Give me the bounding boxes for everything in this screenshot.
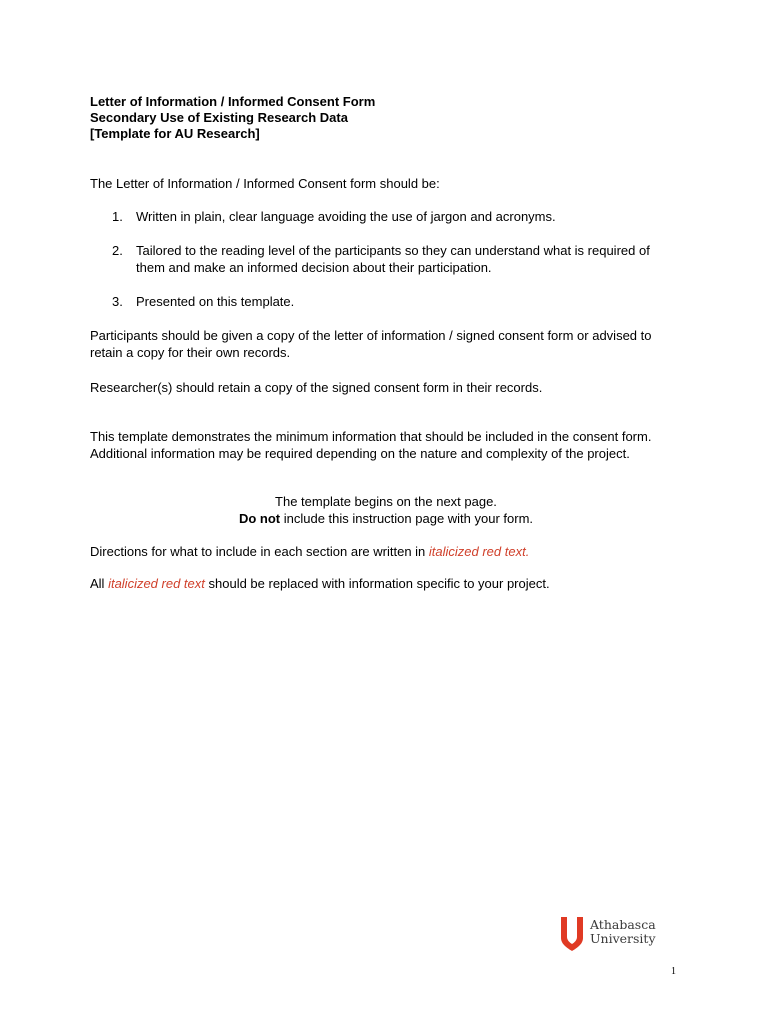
- list-item-text: Written in plain, clear language avoiding the use of jargon and acronyms.: [136, 209, 556, 224]
- directions-prefix: Directions for what to include in each section are written in: [90, 544, 429, 559]
- heading-subtitle: Secondary Use of Existing Research Data: [90, 110, 348, 125]
- list-item-number: 1.: [112, 209, 123, 224]
- list-item-text: Presented on this template.: [136, 294, 295, 309]
- directions-paragraph: [90, 543, 682, 560]
- shield-logo-icon: [560, 916, 584, 952]
- logo-line-athabasca: Athabasca: [590, 917, 656, 932]
- athabasca-university-logo: [560, 916, 670, 952]
- list-item: [90, 242, 682, 276]
- heading-title: Letter of Information / Informed Consent Form: [90, 94, 376, 109]
- do-not-emphasis: Do not: [238, 511, 281, 526]
- do-not-include-line: [90, 510, 682, 527]
- list-item: [90, 293, 682, 310]
- next-page-notice: [90, 493, 682, 527]
- requirements-list: [90, 208, 682, 327]
- replace-red-text: italicized red text: [108, 576, 205, 591]
- logo-wordmark: [590, 918, 656, 946]
- next-page-line: The template begins on the next page.: [275, 494, 497, 509]
- replace-prefix: All: [90, 576, 109, 591]
- directions-suffix: .: [525, 544, 530, 559]
- intro-paragraph: The Letter of Information / Informed Consent form should be:: [90, 176, 440, 191]
- heading-template-note: [Template for AU Research]: [90, 126, 260, 141]
- replace-suffix: should be replaced with information specific to your project.: [204, 576, 550, 591]
- replace-paragraph: [90, 575, 682, 592]
- retain-paragraph: Researcher(s) should retain a copy of the signed consent form in their records.: [90, 380, 543, 395]
- template-paragraph: This template demonstrates the minimum information that should be included in the consent form. Additional information may be required depending on the nature and complexity of the project.: [90, 429, 652, 461]
- list-item-number: 3.: [112, 294, 123, 309]
- list-item-number: 2.: [112, 243, 123, 258]
- list-item: [90, 208, 682, 225]
- logo-line-university: University: [590, 931, 656, 946]
- list-item-text: Tailored to the reading level of the participants so they can understand what is required of them and make an informed decision about their participation.: [136, 243, 650, 275]
- directions-red-text: italicized red text: [428, 544, 526, 559]
- page-number: 1: [671, 966, 676, 977]
- do-not-include-rest: include this instruction page with your form.: [280, 511, 534, 526]
- copy-paragraph: Participants should be given a copy of the letter of information / signed consent form or advised to retain a copy for their own records.: [90, 328, 652, 360]
- document-heading: [90, 94, 690, 142]
